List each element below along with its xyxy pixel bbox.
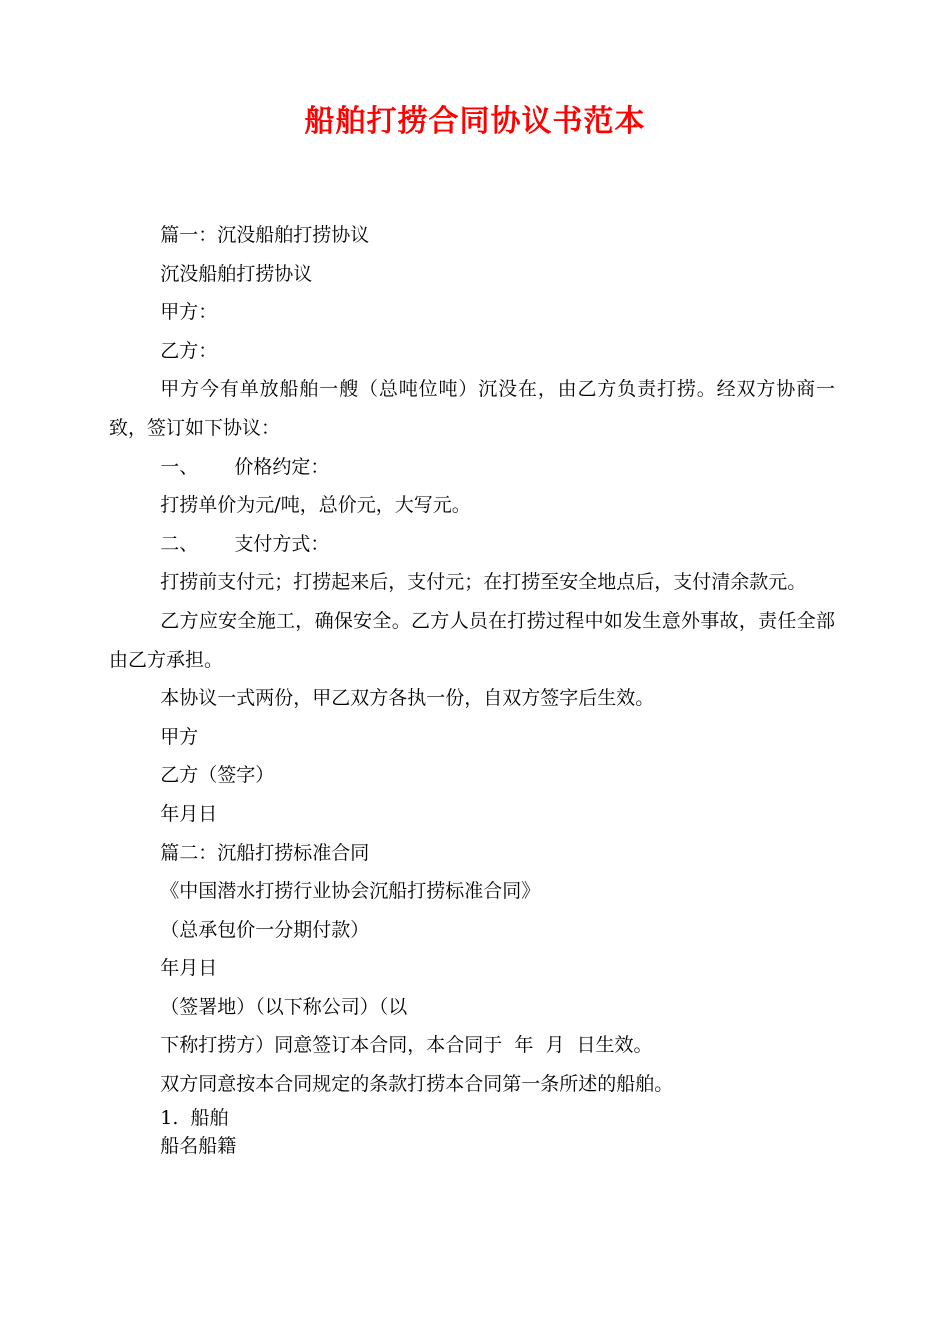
paragraph: 乙方应安全施工，确保安全。乙方人员在打捞过程中如发生意外事故，责任全部由乙方承担。 <box>109 609 835 671</box>
signature-line-party-a: 甲方 <box>160 725 199 748</box>
paragraph: 乙方： <box>160 339 218 362</box>
paragraph: 打捞单价为元/吨，总价元，大写元。 <box>160 494 471 517</box>
paragraph: 沉没船舶打捞协议 <box>160 262 313 285</box>
numbered-heading <box>109 448 835 487</box>
numbered-item: 1. 船舶 <box>160 1106 229 1129</box>
document-title: 船舶打捞合同协议书范本 <box>304 104 646 139</box>
paragraph: 《中国潜水打捞行业协会沉船打捞标准合同》 <box>160 880 541 903</box>
paragraph: 篇一：沉没船舶打捞协议 <box>160 224 370 246</box>
paragraph: 双方同意按本合同规定的条款打捞本合同第一条所述的船舶。 <box>160 1073 674 1096</box>
date-line: 年月日 <box>160 957 218 980</box>
heading-text: 价格约定： <box>234 455 330 478</box>
heading-text: 支付方式： <box>234 532 330 555</box>
list-marker: 一、 <box>160 455 199 478</box>
section-heading: 篇二：沉船打捞标准合同 <box>160 841 370 864</box>
paragraph: 下称打捞方）同意签订本合同，本合同于 年 月 日生效。 <box>160 1034 653 1057</box>
date-line: 年月日 <box>160 802 218 825</box>
signature-line-party-b: 乙方（签字） <box>160 764 275 787</box>
document-body <box>109 216 835 1160</box>
paragraph: 本协议一式两份，甲乙双方各执一份，自双方签字后生效。 <box>160 687 655 710</box>
paragraph: （总承包价一分期付款） <box>160 918 370 941</box>
paragraph: （签署地）（以下称公司）（以 <box>160 995 408 1018</box>
numbered-heading <box>109 525 835 564</box>
paragraph: 甲方： <box>160 301 218 324</box>
paragraph: 打捞前支付元；打捞起来后，支付元；在打捞至安全地点后，支付清余款元。 <box>160 571 807 594</box>
paragraph: 甲方今有单放船舶一艘（总吨位吨）沉没在，由乙方负责打捞。经双方协商一致，签订如下协议： <box>109 378 835 439</box>
list-marker: 二、 <box>160 532 199 555</box>
paragraph: 船名船籍 <box>160 1134 237 1157</box>
